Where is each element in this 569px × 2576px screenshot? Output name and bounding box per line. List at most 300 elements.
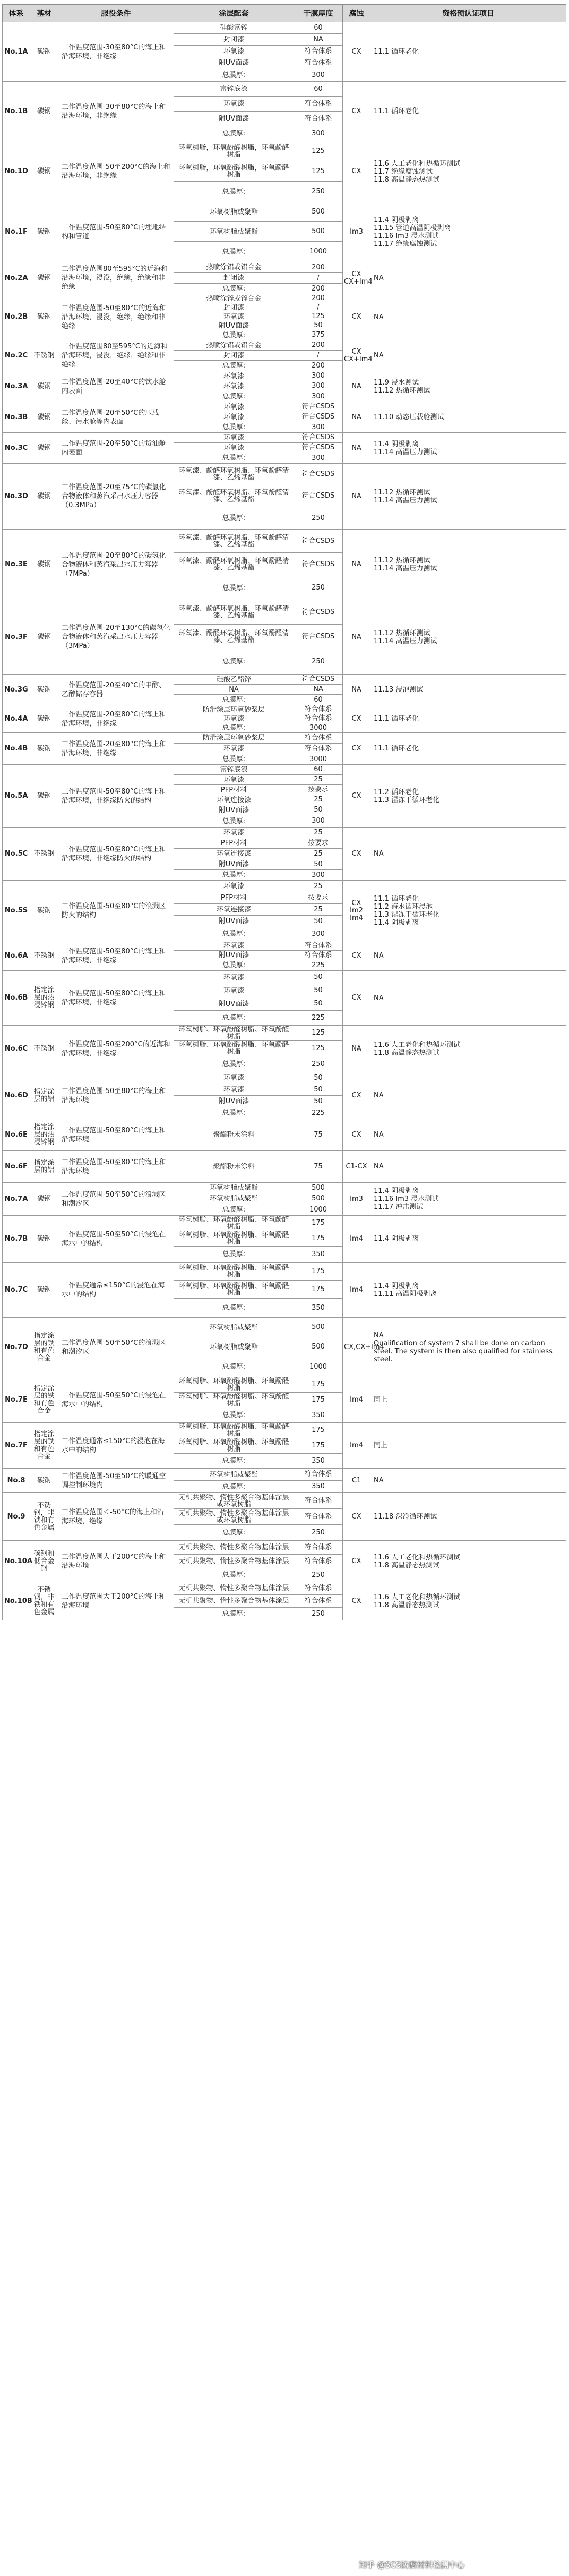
table-row	[3, 141, 566, 161]
coating-layer-cell: 环氧漆	[174, 381, 294, 391]
prequalification-cell: 11.4 阴极剥离	[370, 1216, 566, 1263]
coating-layer-cell: 环氧漆	[174, 971, 294, 984]
service-condition-cell: 工作温度范围-50至200°C的海上和沿海环境，非绝缘	[58, 141, 174, 202]
corrosivity-cell: CX Im2 Im4	[343, 881, 370, 941]
corrosivity-cell: Im3	[343, 202, 370, 262]
system-id-cell: No.1B	[3, 82, 30, 141]
dft-cell: 300	[294, 371, 343, 381]
coating-layer-cell: 硅酸乙酯锌	[174, 675, 294, 685]
dft-cell: 175	[294, 1216, 343, 1231]
table-row	[3, 941, 566, 951]
coating-layer-cell: 总膜厚:	[174, 1056, 294, 1072]
dft-cell: 符合CSDS	[294, 464, 343, 485]
coating-layer-cell: 热喷涂铝或铝合金	[174, 340, 294, 351]
dft-cell: 50	[294, 971, 343, 984]
system-id-cell: No.8	[3, 1469, 30, 1493]
substrate-cell: 指定涂层的铁和有色合金	[30, 1318, 58, 1377]
prequalification-cell: NA	[370, 262, 566, 294]
coating-layer-cell: 无机共聚物、惰性多聚合物基体涂层或环氧树脂	[174, 1493, 294, 1509]
dft-cell: 符合体系	[294, 112, 343, 126]
dft-cell: 符合CSDS	[294, 412, 343, 422]
substrate-cell: 指定涂层的铁和有色合金	[30, 1377, 58, 1423]
coating-layer-cell: 环氧树脂、环氧酚醛树脂、环氧酚醛树脂	[174, 1041, 294, 1056]
corrosivity-cell: Im4	[343, 1263, 370, 1318]
coating-layer-cell: 总膜厚:	[174, 1568, 294, 1582]
coating-layer-cell: 环氧树脂、环氧酚醛树脂、环氧酚醛树脂	[174, 1216, 294, 1231]
coating-layer-cell: 总膜厚:	[174, 1357, 294, 1377]
coating-layer-cell: 环氧漆	[174, 433, 294, 443]
substrate-cell: 指定涂层的铁和有色合金	[30, 1423, 58, 1469]
dft-cell: 50	[294, 1084, 343, 1096]
prequalification-cell: NA	[370, 971, 566, 1026]
table-row	[3, 1072, 566, 1084]
dft-cell: 50	[294, 916, 343, 927]
dft-cell: 符合CSDS	[294, 443, 343, 453]
coating-layer-cell: 环氧漆、酚醛环氧树脂、环氧酚醛清漆、乙烯基酯	[174, 553, 294, 576]
coating-layer-cell: 环氧树脂、环氧酚醛树脂、环氧酚醛树脂	[174, 1281, 294, 1299]
coating-layer-cell: 环氧漆	[174, 1072, 294, 1084]
dft-cell: 300	[294, 453, 343, 464]
coating-layer-cell: 环氧漆	[174, 412, 294, 422]
system-id-cell: No.5S	[3, 881, 30, 941]
service-condition-cell: 工作温度范围-20至50°C的货油舱内表面	[58, 433, 174, 464]
dft-cell: 250	[294, 1608, 343, 1620]
substrate-cell: 不锈钢	[30, 340, 58, 371]
coating-layer-cell: 封闭漆	[174, 273, 294, 284]
coating-layer-cell: 附UV面漆	[174, 859, 294, 870]
dft-cell: 60	[294, 82, 343, 97]
system-id-cell: No.6C	[3, 1026, 30, 1072]
dft-cell: 300	[294, 815, 343, 828]
dft-cell: 符合体系	[294, 705, 343, 714]
dft-cell: 175	[294, 1231, 343, 1247]
dft-cell: 300	[294, 381, 343, 391]
dft-cell: 60	[294, 695, 343, 705]
corrosivity-cell: Im4	[343, 1423, 370, 1469]
prequalification-cell: 11.1 循环老化	[370, 705, 566, 733]
dft-cell: /	[294, 273, 343, 284]
prequalification-cell: 11.6 人工老化和热循环测试 11.7 绝缘腐蚀测试 11.8 高温静态热测试	[370, 141, 566, 202]
dft-cell: 符合体系	[294, 1493, 343, 1509]
prequalification-cell: NA	[370, 294, 566, 340]
system-id-cell: No.7F	[3, 1423, 30, 1469]
prequalification-cell: 11.12 热循环测试 11.14 高温压力测试	[370, 530, 566, 600]
coating-layer-cell: 总膜厚:	[174, 723, 294, 733]
dft-cell: 375	[294, 330, 343, 340]
coating-layer-cell: 总膜厚:	[174, 1408, 294, 1423]
corrosivity-cell: CX	[343, 971, 370, 1026]
dft-cell: 200	[294, 262, 343, 273]
coating-layer-cell: 总膜厚:	[174, 361, 294, 371]
coating-layer-cell: 总膜厚:	[174, 284, 294, 294]
corrosivity-cell: NA	[343, 675, 370, 705]
table-row	[3, 1119, 566, 1151]
dft-cell: 125	[294, 1041, 343, 1056]
dft-cell: 按要求	[294, 892, 343, 904]
dft-cell: 125	[294, 161, 343, 182]
corrosivity-cell: NA	[343, 530, 370, 600]
dft-cell: 符合CSDS	[294, 675, 343, 685]
coating-layer-cell: 总膜厚:	[174, 870, 294, 881]
dft-cell: 符合体系	[294, 46, 343, 57]
prequalification-cell: 11.12 热循环测试 11.14 高温压力测试	[370, 464, 566, 530]
dft-cell: 500	[294, 1318, 343, 1337]
system-id-cell: No.3G	[3, 675, 30, 705]
coating-layer-cell: 环氧连接漆	[174, 849, 294, 859]
dft-cell: 符合体系	[294, 744, 343, 754]
corrosivity-cell: CX	[343, 828, 370, 881]
coating-layer-cell: 环氧树脂、环氧酚醛树脂、环氧酚醛树脂	[174, 1393, 294, 1408]
table-row	[3, 765, 566, 775]
coating-layer-cell: 环氧漆	[174, 1084, 294, 1096]
prequalification-cell: NA	[370, 1072, 566, 1119]
dft-cell: 350	[294, 1408, 343, 1423]
coating-layer-cell: 环氧树脂或聚酯	[174, 1193, 294, 1204]
corrosivity-cell: CX	[343, 733, 370, 765]
system-id-cell: No.1A	[3, 22, 30, 82]
coating-layer-cell: 环氧树脂、环氧酚醛树脂、环氧酚醛树脂	[174, 1423, 294, 1438]
prequalification-cell: 11.18 深冷循环测试	[370, 1493, 566, 1541]
coating-layer-cell: 环氧漆	[174, 312, 294, 321]
dft-cell: 300	[294, 870, 343, 881]
dft-cell: 1000	[294, 1357, 343, 1377]
coating-layer-cell: 封闭漆	[174, 34, 294, 46]
table-row	[3, 1151, 566, 1183]
header-substrate: 基材	[30, 5, 58, 22]
dft-cell: 350	[294, 1299, 343, 1318]
coating-layer-cell: 总膜厚:	[174, 126, 294, 141]
dft-cell: 500	[294, 1337, 343, 1357]
table-row	[3, 1263, 566, 1281]
service-condition-cell: 工作温度范围80至595°C的近海和沿海环境，浸没，绝缘，绝缘和非绝缘	[58, 340, 174, 371]
coating-layer-cell: 总膜厚:	[174, 576, 294, 600]
table-row	[3, 433, 566, 443]
coating-layer-cell: 环氧树脂、环氧酚醛树脂、环氧酚醛树脂	[174, 1026, 294, 1041]
table-row	[3, 971, 566, 984]
table-row	[3, 1183, 566, 1193]
service-condition-cell: 工作温度范围-20至50°C的压载舱、污水舱等内表面	[58, 402, 174, 433]
dft-cell: 75	[294, 1151, 343, 1183]
substrate-cell: 碳钢	[30, 1469, 58, 1493]
table-row	[3, 22, 566, 34]
prequalification-cell: 11.1 循环老化	[370, 82, 566, 141]
dft-cell: 500	[294, 202, 343, 222]
dft-cell: 25	[294, 904, 343, 916]
prequalification-cell: 11.9 浸水测试 11.12 热循环测试	[370, 371, 566, 402]
dft-cell: 200	[294, 340, 343, 351]
coating-layer-cell: 总膜厚:	[174, 649, 294, 675]
coating-layer-cell: 环氧漆	[174, 402, 294, 412]
coating-layer-cell: 封闭漆	[174, 351, 294, 361]
coating-layer-cell: 附UV面漆	[174, 57, 294, 69]
dft-cell: 300	[294, 69, 343, 82]
dft-cell: 200	[294, 294, 343, 303]
dft-cell: 300	[294, 422, 343, 433]
coating-layer-cell: 环氧漆	[174, 984, 294, 997]
table-row	[3, 371, 566, 381]
corrosivity-cell: CX	[343, 22, 370, 82]
coating-layer-cell: 总膜厚:	[174, 695, 294, 705]
system-id-cell: No.7D	[3, 1318, 30, 1377]
corrosivity-cell: CX	[343, 1582, 370, 1620]
dft-cell: 250	[294, 1568, 343, 1582]
coating-layer-cell: 总膜厚:	[174, 1011, 294, 1026]
substrate-cell: 碳钢	[30, 705, 58, 733]
coating-layer-cell: 硅酸富锌	[174, 22, 294, 34]
service-condition-cell: 工作温度范围-50至80°C的浪溅区防火的结构	[58, 881, 174, 941]
dft-cell: 250	[294, 1056, 343, 1072]
coating-layer-cell: 环氧连接漆	[174, 904, 294, 916]
coating-layer-cell: 环氧漆	[174, 371, 294, 381]
corrosivity-cell: CX	[343, 705, 370, 733]
dft-cell: 250	[294, 649, 343, 675]
dft-cell: 200	[294, 361, 343, 371]
corrosivity-cell: NA	[343, 600, 370, 675]
coating-layer-cell: 总膜厚:	[174, 182, 294, 202]
substrate-cell: 指定涂层的铝	[30, 1151, 58, 1183]
substrate-cell: 碳钢	[30, 881, 58, 941]
coating-layer-cell: 总膜厚:	[174, 453, 294, 464]
coating-layer-cell: 环氧树脂，环氧酚醛树脂，环氧酚醛树脂	[174, 161, 294, 182]
prequalification-cell: 11.6 人工老化和热循环测试 11.8 高温静态热测试	[370, 1026, 566, 1072]
substrate-cell: 碳钢	[30, 675, 58, 705]
dft-cell: 符合体系	[294, 1509, 343, 1525]
coating-layer-cell: 无机共聚物、惰性多聚合物基体涂层	[174, 1595, 294, 1608]
service-condition-cell: 工作温度范围-20至80°C的碳氢化合物液体和蒸汽采出水压力容器（7MPa）	[58, 530, 174, 600]
header-row	[3, 5, 566, 22]
corrosivity-cell: NA	[343, 402, 370, 433]
service-condition-cell: 工作温度范围-50至200°C的近海和沿海环境，非绝缘	[58, 1026, 174, 1072]
table-row	[3, 733, 566, 744]
service-condition-cell: 工作温度通常≤150°C的浸泡在海水中的结构	[58, 1263, 174, 1318]
coating-layer-cell: 环氧树脂、环氧酚醛树脂、环氧酚醛树脂	[174, 1438, 294, 1454]
service-condition-cell: 工作温度范围-50至80°C的海上和沿海环境，非绝缘	[58, 941, 174, 971]
coating-layer-cell: 热喷涂锌或锌合金	[174, 294, 294, 303]
coating-layer-cell: 环氧漆、酚醛环氧树脂、环氧酚醛清漆、乙烯基酯	[174, 485, 294, 507]
dft-cell: 175	[294, 1377, 343, 1393]
dft-cell: 25	[294, 881, 343, 892]
dft-cell: 50	[294, 805, 343, 815]
table-row	[3, 202, 566, 222]
system-id-cell: No.6F	[3, 1151, 30, 1183]
substrate-cell: 碳钢	[30, 22, 58, 82]
system-id-cell: No.3A	[3, 371, 30, 402]
coating-layer-cell: 封闭漆	[174, 303, 294, 312]
corrosivity-cell: NA	[343, 464, 370, 530]
coating-layer-cell: 总膜厚:	[174, 1454, 294, 1469]
corrosivity-cell: Im3	[343, 1183, 370, 1216]
dft-cell: 符合体系	[294, 714, 343, 723]
substrate-cell: 不锈钢	[30, 828, 58, 881]
coating-layer-cell: 总膜厚:	[174, 507, 294, 530]
prequalification-cell: 11.1 循环老化	[370, 22, 566, 82]
dft-cell: 200	[294, 284, 343, 294]
coating-layer-cell: 环氧漆、酚醛环氧树脂、环氧酚醛清漆、乙烯基酯	[174, 530, 294, 553]
corrosivity-cell: NA	[343, 1026, 370, 1072]
coating-layer-cell: 环氧漆	[174, 443, 294, 453]
system-id-cell: No.3B	[3, 402, 30, 433]
coating-layer-cell: 环氧漆	[174, 775, 294, 785]
coating-layer-cell: PFP材料	[174, 785, 294, 795]
substrate-cell: 指定涂层的热浸锌钢	[30, 1119, 58, 1151]
coating-layer-cell: 环氧树脂或聚酯	[174, 1469, 294, 1481]
corrosivity-cell: C1-CX	[343, 1151, 370, 1183]
coating-layer-cell: 无机共聚物、惰性多聚合物基体涂层	[174, 1555, 294, 1568]
corrosivity-cell: CX,CX+Im4	[343, 1318, 370, 1377]
coating-layer-cell: 环氧树脂或聚酯	[174, 1183, 294, 1193]
coating-layer-cell: 环氧树脂或聚酯	[174, 222, 294, 242]
corrosivity-cell: CX	[343, 294, 370, 340]
coating-layer-cell: 环氧漆	[174, 828, 294, 838]
dft-cell: 50	[294, 984, 343, 997]
dft-cell: 符合CSDS	[294, 530, 343, 553]
dft-cell: 175	[294, 1423, 343, 1438]
dft-cell: 225	[294, 1107, 343, 1119]
service-condition-cell: 工作温度范围-20至40°C的饮水舱内表面	[58, 371, 174, 402]
coating-layer-cell: 附UV面漆	[174, 951, 294, 960]
dft-cell: 3000	[294, 754, 343, 765]
substrate-cell: 碳钢	[30, 733, 58, 765]
dft-cell: 符合体系	[294, 1582, 343, 1595]
prequalification-cell: NA	[370, 1469, 566, 1493]
substrate-cell: 碳钢	[30, 530, 58, 600]
coating-system-table	[2, 4, 566, 1620]
dft-cell: 1000	[294, 1204, 343, 1216]
dft-cell: 350	[294, 1481, 343, 1493]
system-id-cell: No.3C	[3, 433, 30, 464]
coating-layer-cell: 附UV面漆	[174, 916, 294, 927]
table-row	[3, 600, 566, 625]
substrate-cell: 碳钢	[30, 262, 58, 294]
coating-layer-cell: 热喷涂铝或铝合金	[174, 262, 294, 273]
prequalification-cell: 11.4 阴极剥离 11.15 管道高温阴极剥离 11.16 Im3 浸水测试 11.17 绝缘腐蚀测试	[370, 202, 566, 262]
dft-cell: 按要求	[294, 838, 343, 849]
service-condition-cell: 工作温度范围80至595°C的近海和沿海环境，浸没，绝缘，绝缘和非绝缘	[58, 262, 174, 294]
dft-cell: 300	[294, 927, 343, 941]
dft-cell: 60	[294, 22, 343, 34]
coating-layer-cell: 总膜厚:	[174, 927, 294, 941]
dft-cell: 300	[294, 391, 343, 402]
service-condition-cell: 工作温度范围-50至80°C的海上和沿海环境	[58, 1151, 174, 1183]
service-condition-cell: 工作温度范围-50至50°C的浸泡在海水中的结构	[58, 1377, 174, 1423]
prequalification-cell: 11.4 阴极剥离 11.14 高温压力测试	[370, 433, 566, 464]
coating-layer-cell: 总膜厚:	[174, 330, 294, 340]
prequalification-cell: 同上	[370, 1377, 566, 1423]
coating-layer-cell: 总膜厚:	[174, 1481, 294, 1493]
coating-layer-cell: 环氧漆、酚醛环氧树脂、环氧酚醛清漆、乙烯基酯	[174, 625, 294, 649]
dft-cell: 符合体系	[294, 733, 343, 744]
prequalification-cell: 11.6 人工老化和热循环测试 11.8 高温静态热测试	[370, 1541, 566, 1582]
coating-layer-cell: 总膜厚:	[174, 960, 294, 971]
corrosivity-cell: Im4	[343, 1216, 370, 1263]
substrate-cell: 碳钢	[30, 765, 58, 828]
substrate-cell: 碳钢	[30, 600, 58, 675]
coating-layer-cell: 防滑涂层环氧砂浆层	[174, 733, 294, 744]
service-condition-cell: 工作温度通常≤150°C的浸泡在海水中的结构	[58, 1423, 174, 1469]
coating-layer-cell: 无机共聚物、惰性多聚合物基体涂层	[174, 1582, 294, 1595]
watermark-text: 知乎 @SCS防腐材料检测中心	[359, 2560, 465, 2570]
corrosivity-cell: CX	[343, 141, 370, 202]
prequalification-cell: NA	[370, 1119, 566, 1151]
coating-layer-cell: 附UV面漆	[174, 805, 294, 815]
prequalification-cell: 11.10 动态压载舱测试	[370, 402, 566, 433]
corrosivity-cell: CX	[343, 1541, 370, 1582]
service-condition-cell: 工作温度范围-20至80°C的海上和沿海环境，非绝缘	[58, 705, 174, 733]
dft-cell: 符合体系	[294, 1469, 343, 1481]
dft-cell: 500	[294, 1183, 343, 1193]
table-row	[3, 1318, 566, 1337]
substrate-cell: 碳钢	[30, 1183, 58, 1216]
corrosivity-cell: NA	[343, 371, 370, 402]
service-condition-cell: 工作温度范围-50至80°C的海上和沿海环境，非绝缘防火的结构	[58, 828, 174, 881]
table-row	[3, 675, 566, 685]
substrate-cell: 碳钢	[30, 433, 58, 464]
table-row	[3, 1377, 566, 1393]
prequalification-cell: NA	[370, 828, 566, 881]
system-id-cell: No.7B	[3, 1216, 30, 1263]
header-dft: 干膜厚度	[294, 5, 343, 22]
prequalification-cell: 11.2 循环老化 11.3 湿冻干循环老化	[370, 765, 566, 828]
service-condition-cell: 工作温度范围大于200°C的海上和沿海环境	[58, 1582, 174, 1620]
coating-layer-cell: 附UV面漆	[174, 112, 294, 126]
corrosivity-cell: NA	[343, 433, 370, 464]
system-id-cell: No.3D	[3, 464, 30, 530]
dft-cell: 符合体系	[294, 1541, 343, 1555]
dft-cell: NA	[294, 34, 343, 46]
corrosivity-cell: CX	[343, 765, 370, 828]
system-id-cell: No.4A	[3, 705, 30, 733]
coating-layer-cell: 环氧树脂或聚酯	[174, 202, 294, 222]
coating-layer-cell: 聚酯粉末涂料	[174, 1151, 294, 1183]
coating-layer-cell: PFP材料	[174, 838, 294, 849]
prequalification-cell: NA	[370, 941, 566, 971]
substrate-cell: 碳钢	[30, 294, 58, 340]
prequalification-cell: 同上	[370, 1423, 566, 1469]
table-row	[3, 705, 566, 714]
coating-layer-cell: 环氧树脂、环氧酚醛树脂、环氧酚醛树脂	[174, 1377, 294, 1393]
coating-layer-cell: 环氧漆	[174, 744, 294, 754]
coating-layer-cell: 无机共聚物、惰性多聚合物基体涂层或环氧树脂	[174, 1509, 294, 1525]
service-condition-cell: 工作温度范围-50至50°C的浪溅区和潮汐区	[58, 1318, 174, 1377]
dft-cell: 符合体系	[294, 57, 343, 69]
coating-layer-cell: 环氧树脂，环氧酚醛树脂，环氧酚醛树脂	[174, 141, 294, 161]
substrate-cell: 碳钢	[30, 202, 58, 262]
dft-cell: 225	[294, 1011, 343, 1026]
corrosivity-cell: CX	[343, 1072, 370, 1119]
coating-layer-cell: 环氧漆	[174, 97, 294, 112]
system-id-cell: No.10B	[3, 1582, 30, 1620]
prequalification-cell: 11.13 浸泡测试	[370, 675, 566, 705]
system-id-cell: No.1F	[3, 202, 30, 262]
coating-layer-cell: 聚酯粉末涂料	[174, 1119, 294, 1151]
service-condition-cell: 工作温度范围-50至50°C的暖通空调控制环境内	[58, 1469, 174, 1493]
dft-cell: 符合CSDS	[294, 485, 343, 507]
service-condition-cell: 工作温度范围-20至75°C的碳氢化合物液体和蒸汽采出水压力容器（0.3MPa）	[58, 464, 174, 530]
dft-cell: 符合体系	[294, 951, 343, 960]
dft-cell: 50	[294, 1096, 343, 1107]
coating-layer-cell: 附UV面漆	[174, 997, 294, 1011]
dft-cell: 符合CSDS	[294, 600, 343, 625]
prequalification-cell: 11.12 热循环测试 11.14 高温压力测试	[370, 600, 566, 675]
service-condition-cell: 工作温度范围-50至80°C的埋地结构和管道	[58, 202, 174, 262]
dft-cell: /	[294, 303, 343, 312]
dft-cell: 符合CSDS	[294, 433, 343, 443]
dft-cell: 符合体系	[294, 1595, 343, 1608]
coating-layer-cell: 总膜厚:	[174, 1525, 294, 1541]
coating-layer-cell: 总膜厚:	[174, 1299, 294, 1318]
prequalification-cell: 11.6 人工老化和热循环测试 11.8 高温静态热测试	[370, 1582, 566, 1620]
table-row	[3, 1469, 566, 1481]
